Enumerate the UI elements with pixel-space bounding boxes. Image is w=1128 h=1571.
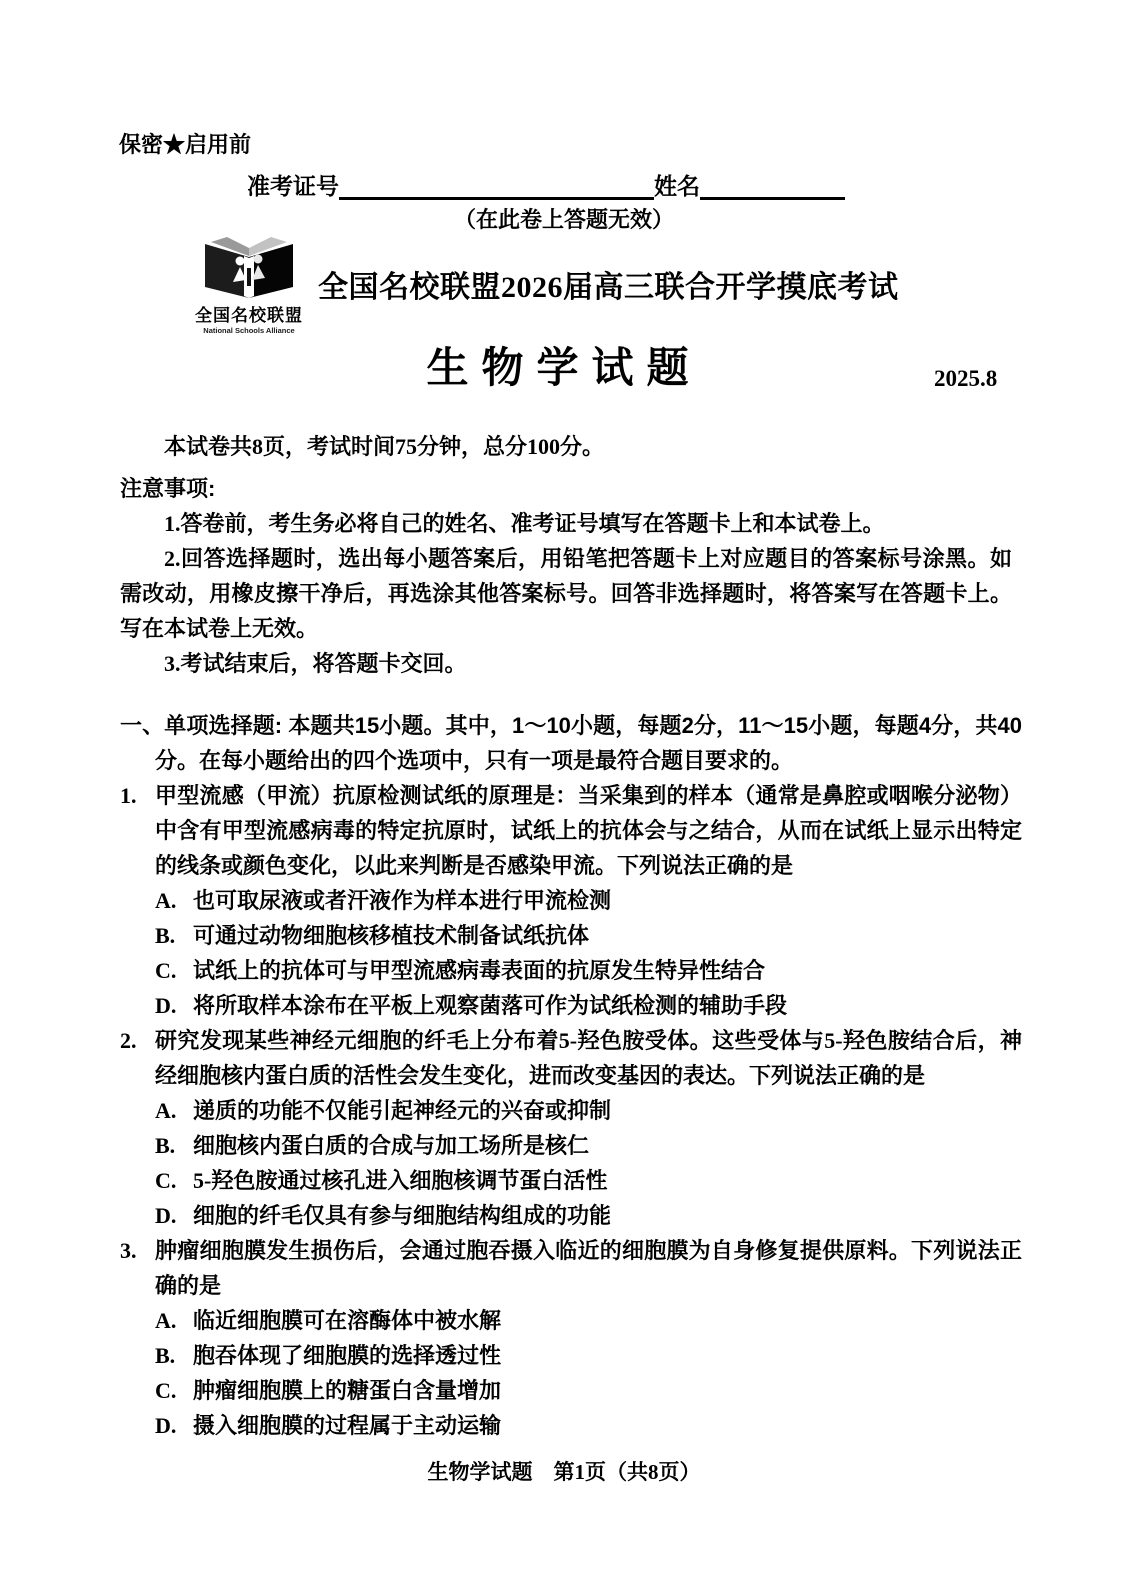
option-text: 5-羟色胺通过核孔进入细胞核调节蛋白活性 (193, 1168, 608, 1193)
page-footer: 生物学试题 第1页（共8页） (427, 1460, 701, 1484)
notice-item-2: 2.回答选择题时，选出每小题答案后，用铅笔把答题卡上对应题目的答案标号涂黑。如需改动，用橡皮擦干净后，再选涂其他答案标号。回答非选择题时，将答案写在答题卡上。写在本试卷上无效。 (120, 546, 1012, 641)
option-label: D. (155, 993, 177, 1018)
question-1-number: 1. (120, 783, 137, 808)
question-1-stem: 甲型流感（甲流）抗原检测试纸的原理是：当采集到的样本（通常是鼻腔或咽喉分泌物）中含有甲型流感病毒的特定抗原时，试纸上的抗体会与之结合，从而在试纸上显示出特定的线条或颜色变化，以此来判断是否感染甲流。下列说法正确的是 (155, 783, 1022, 878)
question-3-option-c (155, 1373, 1022, 1408)
question-1-option-a (155, 883, 1022, 918)
question-1-option-c (155, 953, 1022, 988)
option-label: B. (155, 1133, 176, 1158)
open-book-icon (197, 234, 301, 300)
option-text: 摄入细胞膜的过程属于主动运输 (193, 1413, 502, 1438)
option-text: 试纸上的抗体可与甲型流感病毒表面的抗原发生特异性结合 (193, 958, 766, 983)
notices-heading: 注意事项: (120, 476, 216, 501)
secrecy-label: 保密★启用前 (119, 132, 252, 157)
question-1-option-b (155, 918, 1022, 953)
league-exam-title: 全国名校联盟2026届高三联合开学摸底考试 (318, 271, 899, 304)
question-3-option-a (155, 1303, 1022, 1338)
exam-info-line: 本试卷共8页，考试时间75分钟，总分100分。 (164, 434, 605, 459)
option-label: B. (155, 923, 176, 948)
option-text: 也可取尿液或者汗液作为样本进行甲流检测 (193, 888, 612, 913)
option-text: 将所取样本涂布在平板上观察菌落可作为试纸检测的辅助手段 (193, 993, 788, 1018)
name-label: 姓名 (654, 174, 700, 199)
section-heading (120, 708, 1022, 778)
option-text: 细胞的纤毛仅具有参与细胞结构组成的功能 (193, 1203, 612, 1228)
name-blank-field[interactable] (700, 174, 845, 200)
option-text: 肿瘤细胞膜上的糖蛋白含量增加 (193, 1378, 502, 1403)
option-text: 递质的功能不仅能引起神经元的兴奋或抑制 (193, 1098, 612, 1123)
question-2-stem: 研究发现某些神经元细胞的纤毛上分布着5-羟色胺受体。这些受体与5-羟色胺结合后，神经细胞核内蛋白质的活性会发生变化，进而改变基因的表达。下列说法正确的是 (155, 1028, 1022, 1088)
option-label: C. (155, 958, 177, 983)
question-2-option-c (155, 1163, 1022, 1198)
question-3-option-b (155, 1338, 1022, 1373)
question-3-number: 3. (120, 1238, 137, 1263)
option-label: A. (155, 888, 177, 913)
question-2-option-b (155, 1128, 1022, 1163)
option-label: D. (155, 1413, 177, 1438)
questions-section (120, 708, 1022, 1443)
alliance-logo (188, 234, 310, 335)
exam-date: 2025.8 (934, 366, 998, 391)
candidate-info-line (247, 168, 845, 201)
option-label: A. (155, 1098, 177, 1123)
option-label: C. (155, 1378, 177, 1403)
logo-subname-text: National Schools Alliance (203, 326, 295, 335)
question-1 (120, 778, 1022, 1023)
notice-item-3: 3.考试结束后，将答题卡交回。 (164, 651, 467, 676)
question-2-option-a (155, 1093, 1022, 1128)
option-text: 临近细胞膜可在溶酶体中被水解 (193, 1308, 502, 1333)
notices-block (120, 471, 1012, 681)
invalid-answer-note: （在此卷上答题无效） (453, 207, 674, 232)
question-2 (120, 1023, 1022, 1233)
option-label: B. (155, 1343, 176, 1368)
option-label: D. (155, 1203, 177, 1228)
question-2-option-d (155, 1198, 1022, 1233)
regno-blank-field[interactable] (339, 174, 654, 200)
notice-item-1: 1.答卷前，考生务必将自己的姓名、准考证号填写在答题卡上和本试卷上。 (164, 511, 885, 536)
question-1-option-d (155, 988, 1022, 1023)
option-text: 可通过动物细胞核移植技术制备试纸抗体 (193, 923, 590, 948)
option-label: C. (155, 1168, 177, 1193)
option-text: 细胞核内蛋白质的合成与加工场所是核仁 (193, 1133, 590, 1158)
question-3-stem: 肿瘤细胞膜发生损伤后，会通过胞吞摄入临近的细胞膜为自身修复提供原料。下列说法正确的是 (155, 1238, 1022, 1298)
subject-title: 生物学试题 (426, 346, 702, 392)
section-heading-text: 单项选择题: 本题共15小题。其中，1～10小题，每题2分，11～15小题，每题4分，共40分。在每小题给出的四个选项中，只有一项是最符合题目要求的。 (155, 713, 1022, 773)
question-2-number: 2. (120, 1028, 137, 1053)
question-3-option-d (155, 1408, 1022, 1443)
question-3 (120, 1233, 1022, 1443)
regno-label: 准考证号 (247, 174, 339, 199)
logo-name-text: 全国名校联盟 (195, 306, 303, 325)
option-label: A. (155, 1308, 177, 1333)
section-number: 一、 (120, 713, 165, 738)
option-text: 胞吞体现了细胞膜的选择透过性 (193, 1343, 502, 1368)
